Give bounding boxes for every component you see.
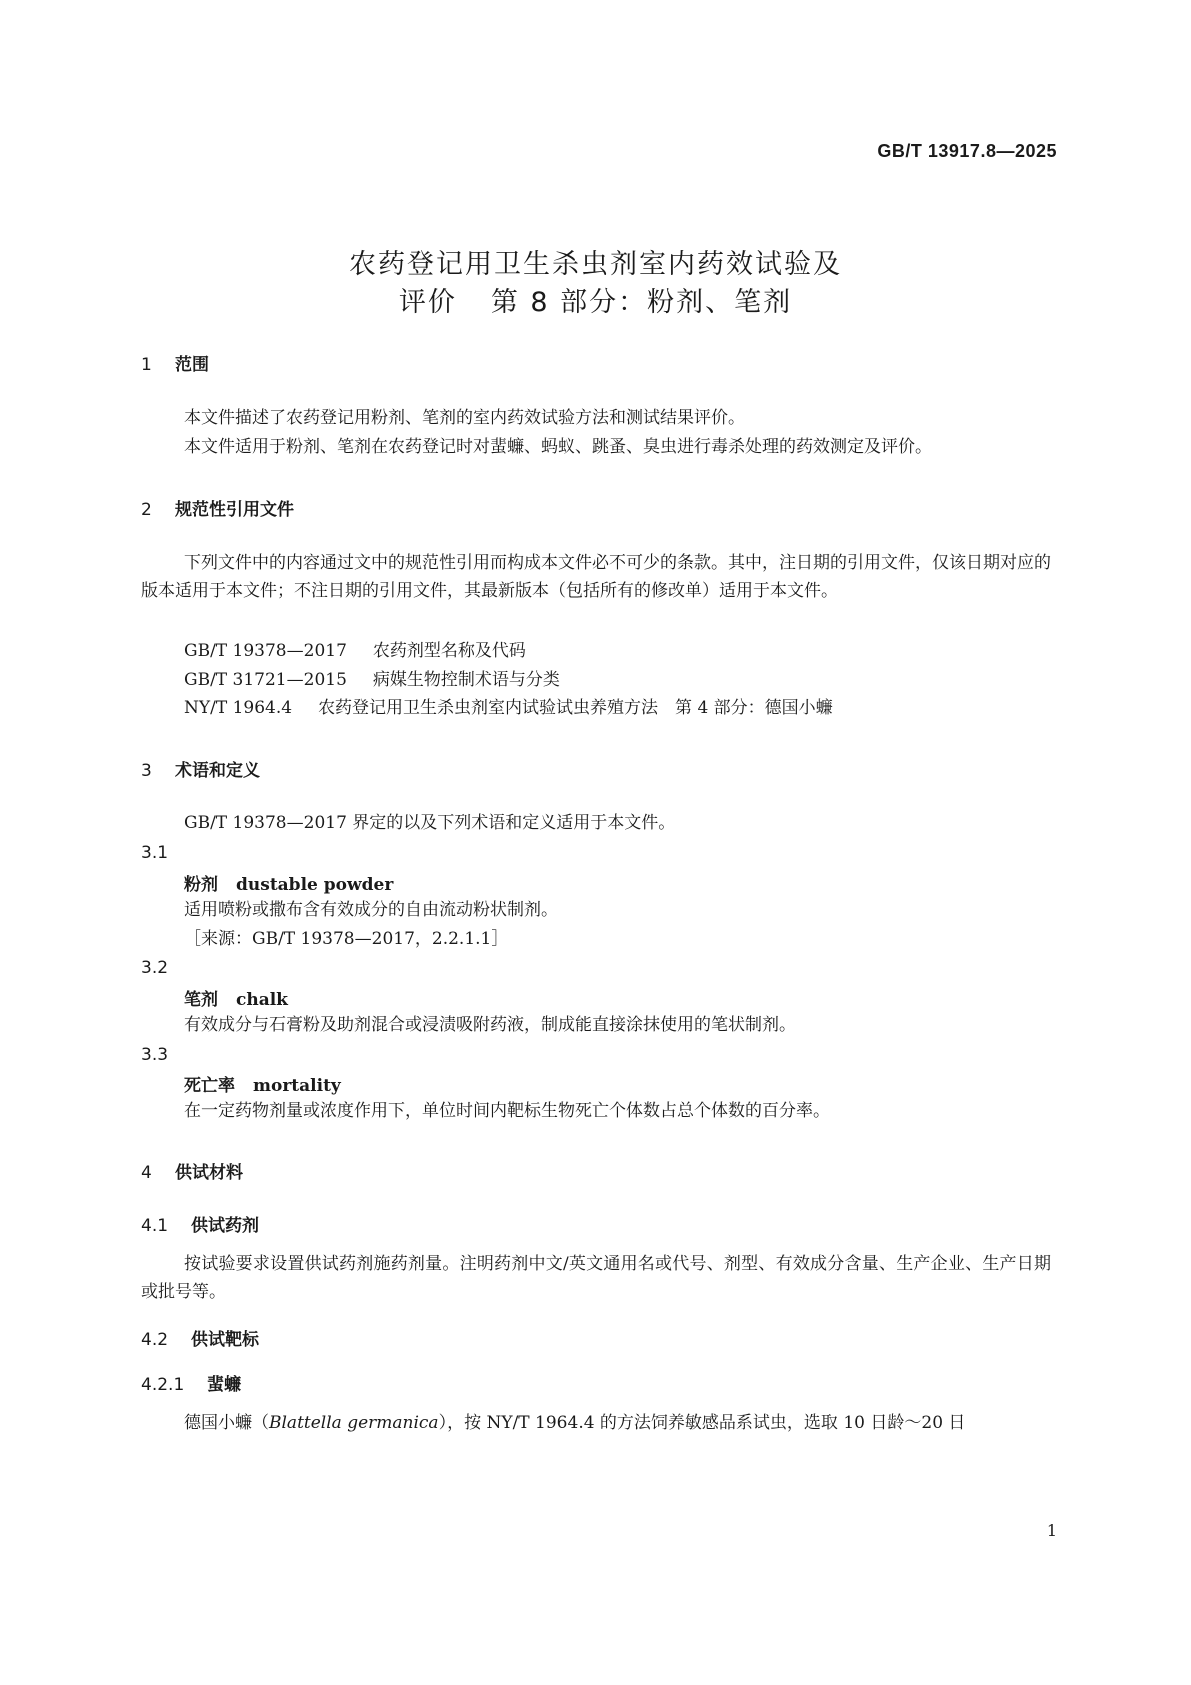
subsection-heading-4-2-1: 4.2.1 蜚蠊	[141, 1375, 241, 1395]
term-heading: 粉剂 dustable powder	[184, 875, 394, 895]
section-heading-4: 4 供试材料	[141, 1163, 243, 1183]
page-number: 1	[1046, 1521, 1057, 1540]
term-number: 3.3	[141, 1045, 169, 1065]
species-name: Blattella germanica	[269, 1413, 439, 1433]
standard-number: GB/T 13917.8—2025	[877, 141, 1057, 161]
subsection-heading-4-2: 4.2 供试靶标	[141, 1330, 259, 1350]
section-4-1-paragraph: 按试验要求设置供试药剂施药剂量。注明药剂中文/英文通用名或代号、剂型、有效成分含量、生产企业、生产日期或批号等。	[141, 1254, 1051, 1302]
term-number: 3.2	[141, 958, 169, 978]
section-heading-3: 3 术语和定义	[141, 761, 260, 781]
term-definition: 有效成分与石膏粉及助剂混合或浸渍吸附药液，制成能直接涂抹使用的笔状制剂。	[184, 1015, 796, 1035]
document-title-line-2	[0, 280, 1191, 319]
section-1-paragraph-1: 本文件描述了农药登记用粉剂、笔剂的室内药效试验方法和测试结果评价。	[184, 408, 745, 428]
term-heading: 死亡率 mortality	[184, 1076, 341, 1096]
section-2-intro: 下列文件中的内容通过文中的规范性引用而构成本文件必不可少的条款。其中，注日期的引用文件，仅该日期对应的版本适用于本文件；不注日期的引用文件，其最新版本（包括所有的修改单）适用于本文件。	[141, 553, 1051, 601]
term-source: ［来源：GB/T 19378—2017，2.2.1.1］	[184, 929, 509, 949]
title-part-a: 评价	[398, 287, 457, 318]
reference-item: NY/T 1964.4 农药登记用卫生杀虫剂室内试验试虫养殖方法 第 4 部分：德国小蠊	[184, 698, 833, 718]
section-3-intro: GB/T 19378—2017 界定的以及下列术语和定义适用于本文件。	[184, 813, 676, 833]
section-4-2-1-paragraph: 德国小蠊（Blattella germanica），按 NY/T 1964.4 的方法饲养敏感品系试虫，选取 10 日龄～20 日	[184, 1413, 966, 1433]
section-1-paragraph-2: 本文件适用于粉剂、笔剂在农药登记时对蜚蠊、蚂蚁、跳蚤、臭虫进行毒杀处理的药效测定及评价。	[184, 437, 932, 457]
term-definition: 在一定药物剂量或浓度作用下，单位时间内靶标生物死亡个体数占总个体数的百分率。	[184, 1101, 830, 1121]
title-part-b: 第 8 部分：粉剂、笔剂	[490, 287, 793, 318]
term-definition: 适用喷粉或撒布含有效成分的自由流动粉状制剂。	[184, 900, 558, 920]
section-heading-2: 2 规范性引用文件	[141, 500, 294, 520]
section-heading-1: 1 范围	[141, 355, 209, 375]
reference-item: GB/T 19378—2017 农药剂型名称及代码	[184, 641, 526, 661]
subsection-heading-4-1: 4.1 供试药剂	[141, 1216, 259, 1236]
term-heading: 笔剂 chalk	[184, 990, 288, 1010]
document-title-line-1: 农药登记用卫生杀虫剂室内药效试验及	[349, 249, 842, 280]
reference-item: GB/T 31721—2015 病媒生物控制术语与分类	[184, 670, 560, 690]
term-number: 3.1	[141, 843, 169, 863]
